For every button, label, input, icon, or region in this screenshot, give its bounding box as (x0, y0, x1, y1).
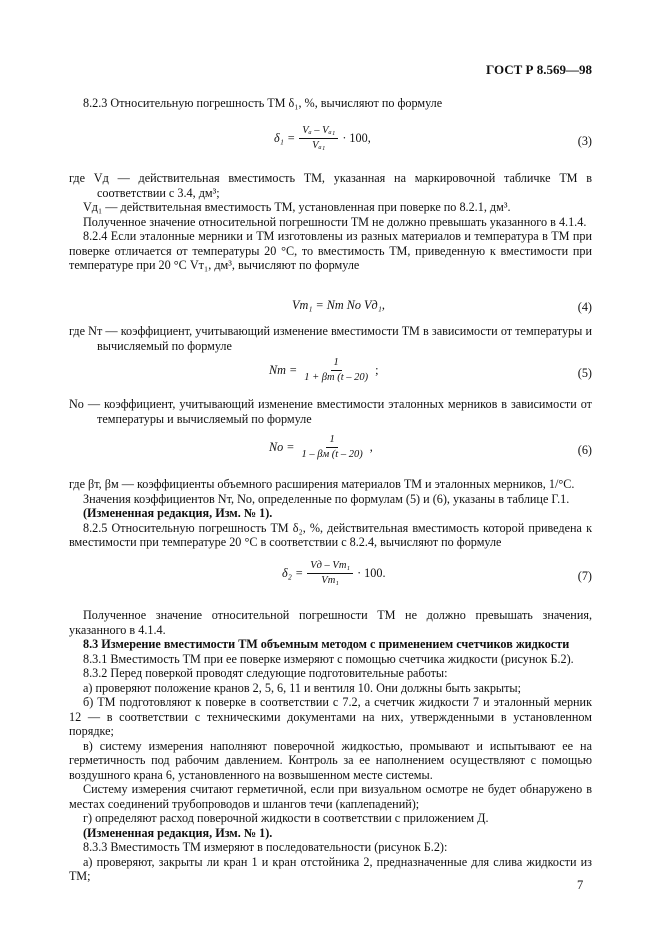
paragraph-8-2-3 (69, 96, 592, 111)
list-item-a-2: а) проверяют, закрыты ли кран 1 и кран отстойника 2, предназначенные для слива жидкости из ТМ; (69, 854, 592, 883)
document-code-header: ГОСТ Р 8.569—98 (486, 62, 592, 77)
definition-beta: где βт, βм — коэффициенты объемного расширения материалов ТМ и эталонных мерников, 1/°С. (69, 477, 575, 491)
definition-vd: где Vд — действительная вместимость ТМ, указанная на маркировочной табличке ТМ в соответствии с 3.4, дм³; (69, 171, 592, 200)
eq3-numerator: Vₐ – Vₐ₁ (299, 125, 338, 139)
page-number: 7 (577, 878, 584, 892)
paragraph-8-2-5: 8.2.5 Относительную погрешность ТМ δ₂, %, действительная вместимость которой приведена к вместимости при температуре 20 °С в соответствии с 8.2.4, вычисляют по формуле (69, 520, 592, 549)
equation-number: (4) (577, 300, 592, 314)
equation-number: (7) (577, 569, 592, 583)
section-8-3-block (69, 608, 592, 884)
eq3-denominator: Vₐ₁ (312, 140, 326, 151)
eq7-lhs: δ₂ = (282, 566, 304, 581)
eq5-denominator: 1 + βт (t – 20) (304, 372, 369, 383)
equation-7 (69, 560, 592, 590)
revision-note: (Измененная редакция, Изм. № 1). (83, 825, 273, 840)
coefficient-note: Значения коэффициентов Nт, Nо, определенные по формулам (5) и (6), указаны в таблице Г.1. (83, 491, 570, 506)
eq7-denominator: Vт₁ (321, 575, 339, 586)
list-item-v: в) систему измерения наполняют поверочной жидкостью, промывают и испытывают ее на герметичность под рабочим давлением. Контроль за ее наполнением осуществляют с помощью воздушного крана 6, установленного на возвышенном месте системы. (69, 738, 592, 782)
eq6-denominator: 1 – βм (t – 20) (301, 449, 363, 460)
definition-nt-block (69, 324, 592, 353)
hermetic-paragraph: Систему измерения считают герметичной, если при визуальном осмотре не будет обнаружено в местах соединений трубопроводов и шлангов течи (каплепадений); (69, 782, 592, 811)
revision-note: (Измененная редакция, Изм. № 1). (83, 506, 273, 520)
note-relative-error-2: Полученное значение относительной погрешности ТМ не должно превышать значения, указанного в 4.1.4. (69, 608, 592, 637)
eq3-rest: · 100, (342, 131, 371, 146)
equation-number: (3) (577, 134, 592, 148)
eq5-rest: ; (375, 363, 379, 378)
equation-3 (69, 125, 592, 155)
eq5-lhs: Nт = (269, 363, 298, 378)
section-heading-8-3: 8.3 Измерение вместимости ТМ объемным методом с применением счетчиков жидкости (83, 637, 570, 651)
eq6-lhs: Nо = (269, 440, 295, 455)
definition-vd1: Vд₁ — действительная вместимость ТМ, установленная при поверке по 8.2.1, дм³. (83, 200, 511, 214)
list-item-a: а) проверяют положение кранов 2, 5, 6, 11 и вентиля 10. Они должны быть закрыты; (83, 680, 521, 695)
paragraph-8-3-2: 8.3.2 Перед поверкой проводят следующие подготовительные работы: (83, 666, 448, 680)
definitions-block-2 (69, 477, 592, 550)
equation-5 (69, 357, 592, 387)
definition-no: Nо — коэффициент, учитывающий изменение вместимости эталонных мерников в зависимости от температуры и вычисляемый по формуле (69, 397, 592, 426)
eq3-lhs: δ₁ = (274, 131, 296, 146)
paragraph-8-3-3: 8.3.3 Вместимость ТМ измеряют в последовательности (рисунок Б.2): (83, 840, 448, 854)
eq5-numerator: 1 (331, 357, 342, 371)
list-item-g: г) определяют расход поверочной жидкости в соответствии с приложением Д. (83, 811, 489, 825)
eq6-rest: , (369, 440, 373, 455)
equation-6 (69, 434, 592, 464)
paragraph-text: 8.2.3 Относительную погрешность ТМ δ₁, %, вычисляют по формуле (83, 96, 443, 110)
equation-number: (6) (577, 443, 592, 457)
definitions-eq3 (69, 171, 592, 273)
eq7-rest: · 100. (357, 566, 386, 581)
paragraph-8-2-4: 8.2.4 Если эталонные мерники и ТМ изготовлены из разных материалов и температура в ТМ при поверке отличается от температуры 20 °С, то вместимость ТМ, приведенную к вместимости при температуре при 20 °С Vт₁, дм³, вычисляют по формуле (69, 229, 592, 272)
paragraph-8-3-1: 8.3.1 Вместимость ТМ при ее поверке измеряют с помощью счетчика жидкости (рисунок Б.2). (83, 651, 574, 666)
list-item-b: б) ТМ подготовляют к поверке в соответствии с 7.2, а счетчик жидкости 7 и эталонный мерник 12 — в соответствии с техническими документами на них, утвержденными в установленном порядке; (69, 695, 592, 738)
equation-4 (69, 291, 592, 321)
equation-number: (5) (577, 366, 592, 380)
eq4-formula: Vт₁ = Nт Nо Vд₁, (292, 298, 385, 312)
eq6-numerator: 1 (326, 434, 337, 448)
eq7-numerator: Vд – Vт₁ (307, 560, 353, 574)
definition-nt: где Nт — коэффициент, учитывающий изменение вместимости ТМ в зависимости от температуры и вычисляемый по формуле (69, 324, 592, 353)
note-relative-error: Полученное значение относительной погрешности ТМ не должно превышать указанного в 4.1.4. (83, 214, 587, 229)
definition-no-block (69, 397, 592, 426)
